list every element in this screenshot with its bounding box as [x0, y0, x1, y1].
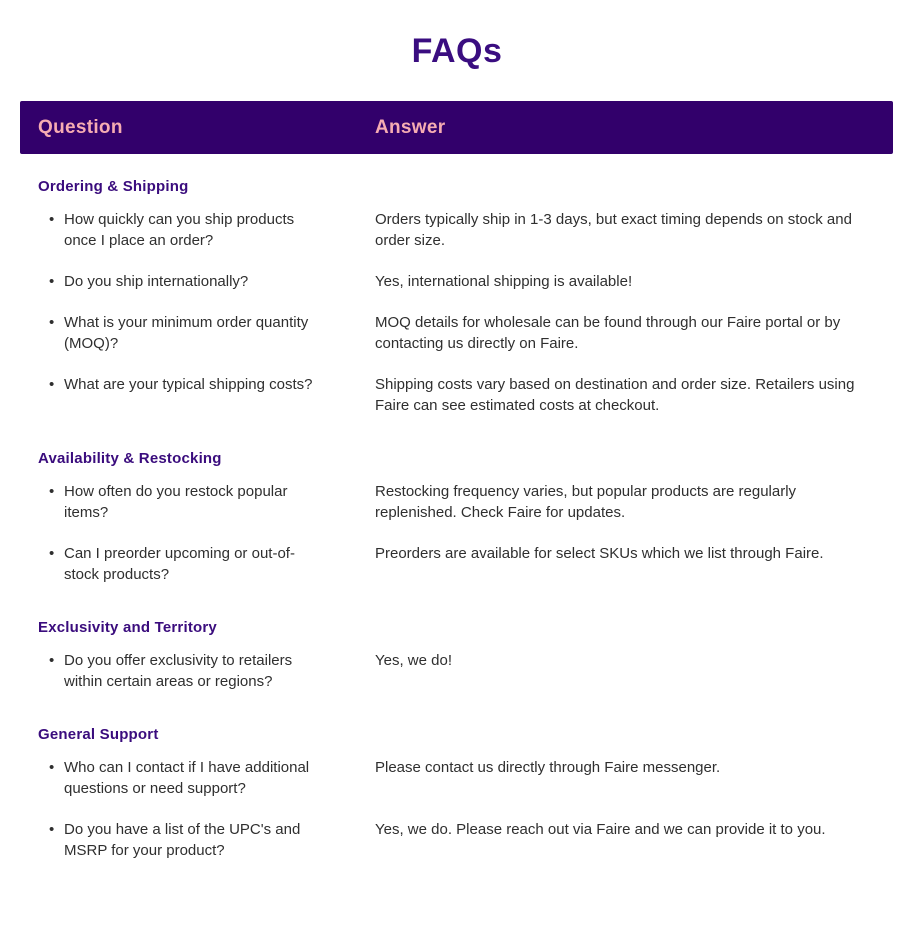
question-cell: [38, 757, 375, 799]
question-text: Do you have a list of the UPC's and MSRP for your product?: [64, 821, 301, 859]
faq-row: [38, 209, 893, 251]
faq-row: [38, 650, 893, 692]
bullet-icon: •: [49, 759, 55, 776]
column-header-answer: Answer: [375, 116, 446, 138]
question-text: How quickly can you ship products once I place an order?: [64, 211, 295, 249]
table-header-bar: [20, 101, 893, 154]
faq-row: [38, 271, 893, 292]
faq-row: [38, 374, 893, 416]
answer-text: Orders typically ship in 1-3 days, but exact timing depends on stock and order size.: [375, 211, 852, 249]
answer-text: Please contact us directly through Faire messenger.: [375, 759, 721, 776]
faq-row: [38, 481, 893, 523]
faq-page: [0, 32, 914, 946]
question-text: How often do you restock popular items?: [64, 483, 288, 521]
bullet-icon: •: [49, 273, 55, 290]
answer-text: Yes, we do!: [375, 652, 452, 669]
question-cell: [38, 819, 375, 861]
faq-row: [38, 757, 893, 799]
faq-row: [38, 312, 893, 354]
section-heading: Exclusivity and Territory: [38, 619, 217, 636]
question-cell: [38, 481, 375, 523]
section-availability-restocking: [38, 450, 893, 585]
bullet-icon: •: [49, 545, 55, 562]
column-header-question: Question: [38, 116, 123, 138]
question-text: Can I preorder upcoming or out-of-stock products?: [64, 545, 295, 583]
question-text: Do you offer exclusivity to retailers within certain areas or regions?: [64, 652, 293, 690]
section-heading: Ordering & Shipping: [38, 178, 189, 195]
question-cell: [38, 312, 375, 354]
answer-text: Preorders are available for select SKUs which we list through Faire.: [375, 545, 824, 562]
question-text: What are your typical shipping costs?: [64, 376, 313, 393]
bullet-icon: •: [49, 483, 55, 500]
bullet-icon: •: [49, 652, 55, 669]
answer-text: Yes, international shipping is available!: [375, 273, 633, 290]
answer-text: Restocking frequency varies, but popular products are regularly replenished. Check Faire for updates.: [375, 483, 797, 521]
question-cell: [38, 543, 375, 585]
question-text: What is your minimum order quantity (MOQ)?: [64, 314, 309, 352]
page-title: FAQs: [411, 32, 503, 70]
answer-text: Shipping costs vary based on destination and order size. Retailers using Faire can see estimated costs at checkout.: [375, 376, 855, 414]
question-text: Who can I contact if I have additional questions or need support?: [64, 759, 310, 797]
section-general-support: [38, 726, 893, 861]
bullet-icon: •: [49, 211, 55, 228]
question-cell: [38, 271, 375, 292]
answer-text: Yes, we do. Please reach out via Faire and we can provide it to you.: [375, 821, 826, 838]
section-exclusivity-territory: [38, 619, 893, 692]
bullet-icon: •: [49, 376, 55, 393]
question-cell: [38, 650, 375, 692]
faq-row: [38, 819, 893, 861]
answer-text: MOQ details for wholesale can be found through our Faire portal or by contacting us directly on Faire.: [375, 314, 841, 352]
section-heading: General Support: [38, 726, 159, 743]
bullet-icon: •: [49, 314, 55, 331]
question-cell: [38, 209, 375, 251]
bullet-icon: •: [49, 821, 55, 838]
faq-content: [38, 154, 893, 861]
section-heading: Availability & Restocking: [38, 450, 222, 467]
question-cell: [38, 374, 375, 395]
section-ordering-shipping: [38, 178, 893, 416]
question-text: Do you ship internationally?: [64, 273, 249, 290]
faq-row: [38, 543, 893, 585]
